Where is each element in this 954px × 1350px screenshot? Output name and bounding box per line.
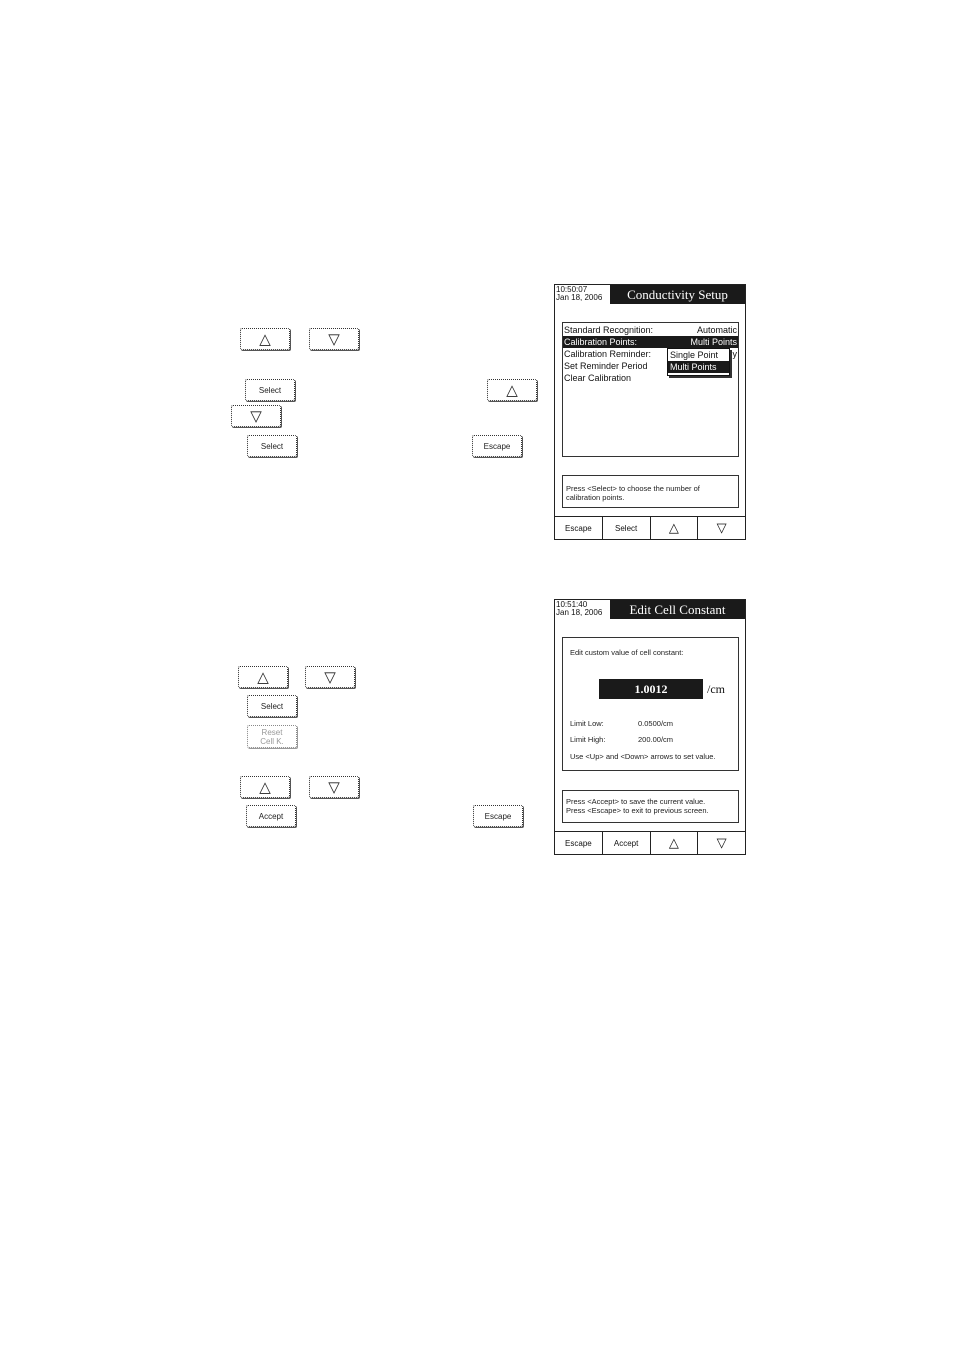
down-arrow-key-2[interactable]: ▽ <box>231 405 281 427</box>
reset-cell-k-key[interactable]: Reset Cell K. <box>247 725 297 748</box>
up-arrow-key[interactable]: △ <box>240 328 290 350</box>
cell-constant-editor <box>562 637 739 771</box>
help-message-line: Press <Accept> to save the current value. <box>566 797 706 806</box>
escape-key-2[interactable]: Escape <box>473 805 523 827</box>
up-arrow-key-4[interactable]: △ <box>240 776 290 798</box>
setting-row-selected[interactable] <box>563 336 738 348</box>
dropdown-option-single-point[interactable]: Single Point <box>670 350 719 360</box>
down-arrow-key[interactable]: ▽ <box>309 328 359 350</box>
cell-constant-unit: /cm <box>707 682 725 696</box>
limit-high-label: Limit High: <box>570 735 606 744</box>
softkey-up[interactable]: △ <box>651 517 699 539</box>
select-key[interactable]: Select <box>245 379 295 401</box>
editor-prompt: Edit custom value of cell constant: <box>570 648 684 657</box>
screen-title: Edit Cell Constant <box>610 600 745 619</box>
accept-key[interactable]: Accept <box>246 805 296 827</box>
setting-label: Standard Recognition: <box>564 325 654 335</box>
up-arrow-key-3[interactable]: △ <box>238 666 288 688</box>
setting-row[interactable] <box>563 324 738 336</box>
setting-value: Automatic <box>696 325 737 335</box>
screen-clock <box>556 601 602 617</box>
conductivity-setup-screen <box>554 284 746 540</box>
softkey-up[interactable]: △ <box>651 832 699 854</box>
setting-label: Calibration Reminder: <box>564 349 652 359</box>
softkey-escape[interactable]: Escape <box>555 832 603 854</box>
cell-constant-value-field[interactable]: 1.0012 <box>599 679 703 699</box>
setting-label: Calibration Points: <box>564 337 638 347</box>
select-key-3[interactable]: Select <box>247 695 297 717</box>
softkey-select[interactable]: Select <box>603 517 651 539</box>
screen-title: Conductivity Setup <box>610 285 745 304</box>
down-arrow-key-4[interactable]: ▽ <box>309 776 359 798</box>
screen-date: Jan 18, 2006 <box>556 608 603 617</box>
help-message-box <box>562 475 739 508</box>
setting-label: Clear Calibration <box>564 373 632 383</box>
limit-low-value: 0.0500/cm <box>638 719 674 728</box>
screen-date: Jan 18, 2006 <box>556 293 603 302</box>
softkey-down[interactable]: ▽ <box>716 835 727 850</box>
softkey-accept[interactable]: Accept <box>603 832 651 854</box>
softkey-bar <box>555 831 745 854</box>
help-message <box>563 791 738 815</box>
arrow-hint: Use <Up> and <Down> arrows to set value. <box>570 752 716 761</box>
settings-list <box>562 322 739 457</box>
help-message-line: Press <Escape> to exit to previous screen. <box>566 806 709 815</box>
limit-low-label: Limit Low: <box>570 719 604 728</box>
softkey-bar <box>555 516 745 539</box>
setting-value: y <box>732 349 737 359</box>
help-message: Press <Select> to choose the number of calibration points. <box>566 484 700 502</box>
down-arrow-key-3[interactable]: ▽ <box>305 666 355 688</box>
escape-key[interactable]: Escape <box>472 435 522 457</box>
select-key-2[interactable]: Select <box>247 435 297 457</box>
softkey-down[interactable]: ▽ <box>716 520 727 535</box>
softkey-escape[interactable]: Escape <box>555 517 603 539</box>
up-arrow-key-2[interactable]: △ <box>487 379 537 401</box>
setting-label: Set Reminder Period <box>564 361 648 371</box>
setting-value: Multi Points <box>690 337 737 347</box>
limit-high-value: 200.00/cm <box>638 735 674 744</box>
dropdown-option-multi-points[interactable]: Multi Points <box>668 361 729 373</box>
screen-time: 10:51:40 <box>556 600 588 609</box>
screen-time: 10:50:07 <box>556 285 588 294</box>
help-message-box <box>562 790 739 823</box>
calibration-points-dropdown[interactable] <box>667 348 730 376</box>
screen-clock <box>556 286 602 302</box>
edit-cell-constant-screen <box>554 599 746 855</box>
